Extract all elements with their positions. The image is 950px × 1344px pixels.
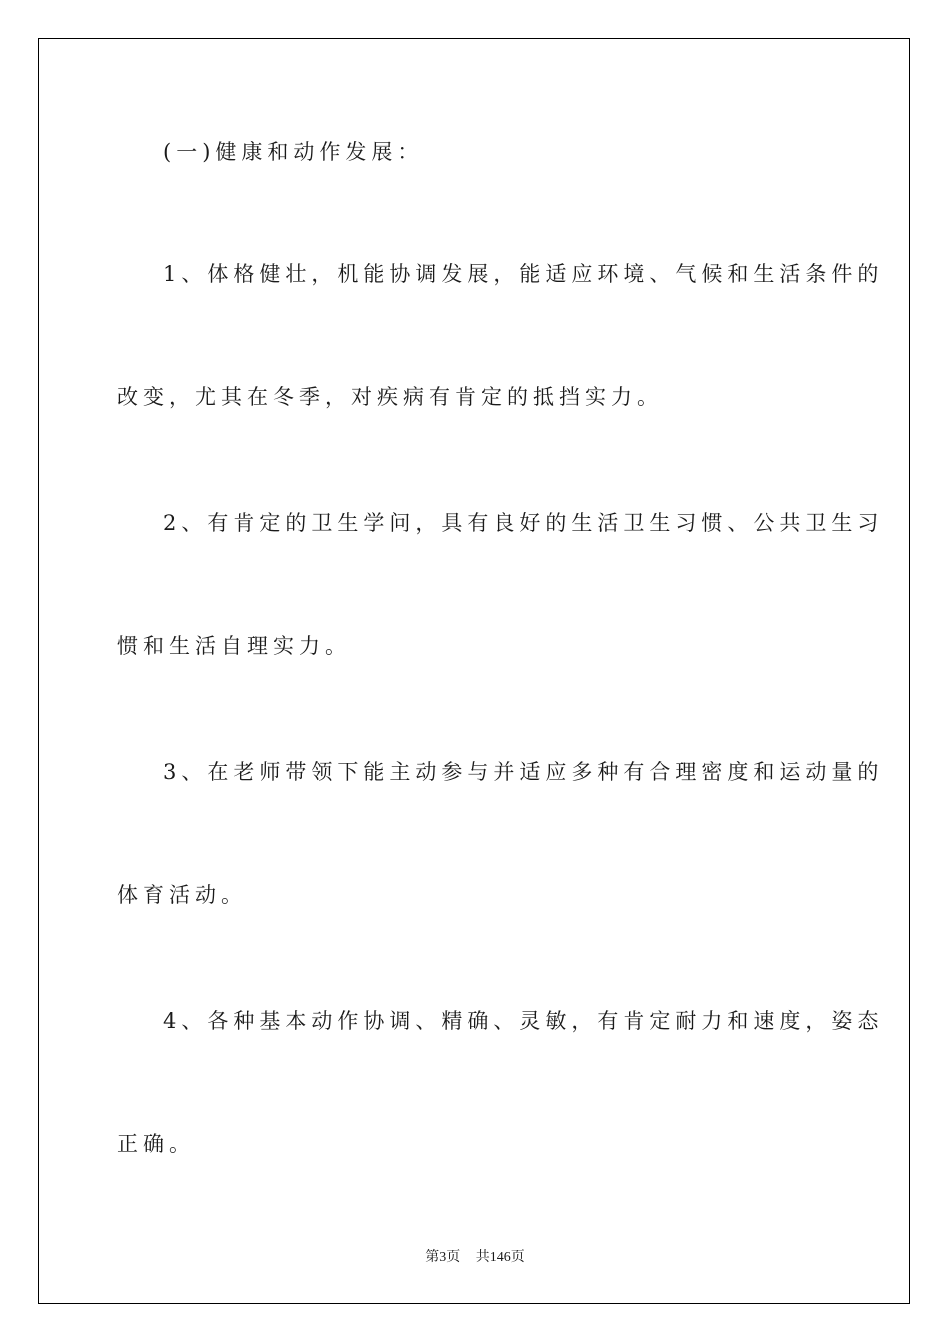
paragraph-4-line-2: 正确。 [117,1132,195,1156]
paragraph-4-line-1: 4、各种基本动作协调、精确、灵敏，有肯定耐力和速度，姿态 [163,1009,884,1033]
section-heading: (一)健康和动作发展： [163,140,424,164]
paragraph-2-line-1: 2、有肯定的卫生学问，具有良好的生活卫生习惯、公共卫生习 [163,511,884,535]
page-border [38,38,910,1304]
page-number: 第3页 [425,1250,461,1265]
paragraph-1-line-2: 改变，尤其在冬季，对疾病有肯定的抵挡实力。 [117,385,663,409]
total-pages: 共146页 [475,1250,525,1265]
paragraph-3-line-2: 体育活动。 [117,883,247,907]
paragraph-2-line-2: 惯和生活自理实力。 [117,634,351,658]
page-footer [0,1246,950,1266]
paragraph-1-line-1: 1、体格健壮，机能协调发展，能适应环境、气候和生活条件的 [163,262,884,286]
paragraph-3-line-1: 3、在老师带领下能主动参与并适应多种有合理密度和运动量的 [163,760,884,784]
